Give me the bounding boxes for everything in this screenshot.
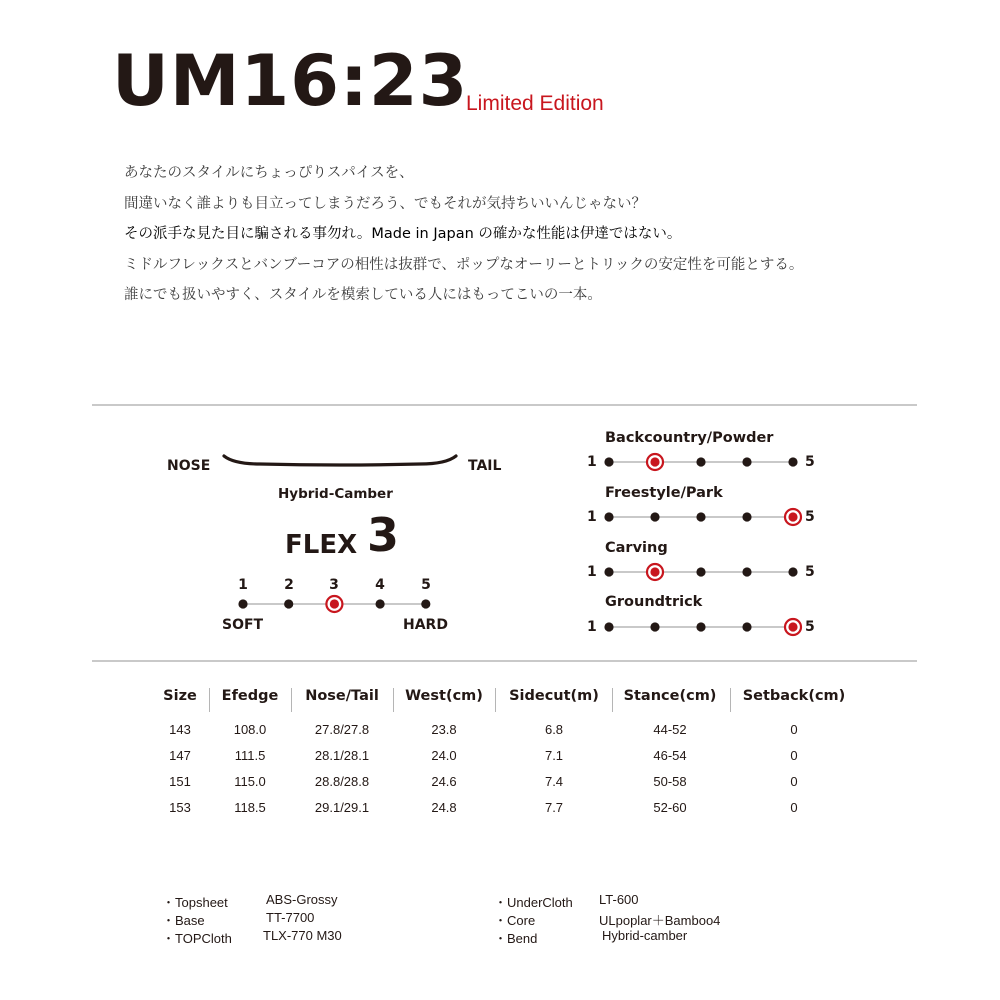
scale-dot bbox=[376, 599, 385, 608]
flex-number: 5 bbox=[421, 577, 431, 593]
description-line: 誰にでも扱いやすく、スタイルを模索している人にはもってこいの一本。 bbox=[124, 287, 602, 303]
spec-cell: 0 bbox=[790, 722, 798, 737]
material-value: ABS-Grossy bbox=[266, 892, 338, 907]
material-value: ULpoplar＋Bamboo4 bbox=[599, 913, 721, 928]
column-separator bbox=[393, 688, 394, 712]
column-separator bbox=[209, 688, 210, 712]
product-title: UM16:23 bbox=[112, 40, 469, 122]
spec-cell: 24.6 bbox=[431, 774, 457, 789]
edition-subtitle: Limited Edition bbox=[466, 92, 604, 115]
spec-cell: 0 bbox=[790, 774, 798, 789]
spec-cell: 46-54 bbox=[653, 748, 687, 763]
column-separator bbox=[612, 688, 613, 712]
spec-cell: 0 bbox=[790, 800, 798, 815]
scale-dot bbox=[238, 599, 247, 608]
spec-cell: 27.8/27.8 bbox=[314, 722, 370, 737]
scale-dot bbox=[788, 457, 797, 466]
flex-hard-label: HARD bbox=[403, 617, 448, 633]
scale-selected-dot bbox=[650, 567, 659, 576]
rating-scale-backcountry bbox=[597, 450, 803, 474]
rating-scale-groundtrick bbox=[597, 615, 803, 639]
spec-cell: 153 bbox=[169, 800, 191, 815]
spec-header: Setback(cm) bbox=[742, 688, 846, 704]
scale-selected-dot bbox=[788, 512, 797, 521]
scale-dot bbox=[742, 457, 751, 466]
scale-selected-dot bbox=[330, 599, 339, 608]
rating-name-carving: Carving bbox=[605, 540, 668, 556]
spec-cell: 23.8 bbox=[431, 722, 457, 737]
flex-soft-label: SOFT bbox=[222, 617, 264, 633]
rating-max-label: 5 bbox=[805, 619, 815, 635]
material-label: ・UnderCloth bbox=[494, 895, 573, 910]
spec-header: Size bbox=[163, 688, 197, 704]
rating-min-label: 1 bbox=[587, 564, 597, 580]
scale-dot bbox=[604, 567, 613, 576]
flex-number: 3 bbox=[329, 577, 339, 593]
camber-label: Hybrid-Camber bbox=[278, 486, 393, 502]
spec-cell: 151 bbox=[169, 774, 191, 789]
rating-name-groundtrick: Groundtrick bbox=[605, 594, 703, 610]
scale-dot bbox=[742, 622, 751, 631]
material-label: ・Bend bbox=[494, 931, 538, 946]
board-profile-icon bbox=[220, 450, 460, 472]
material-value: TLX-770 M30 bbox=[263, 928, 342, 943]
description-line: 間違いなく誰よりも目立ってしまうだろう、でもそれが気持ちいいんじゃない？ bbox=[124, 195, 646, 212]
flex-label: FLEX bbox=[285, 530, 358, 560]
divider-bottom bbox=[92, 660, 917, 662]
spec-cell: 115.0 bbox=[234, 774, 266, 789]
scale-dot bbox=[696, 567, 705, 576]
spec-cell: 118.5 bbox=[234, 800, 266, 815]
spec-header: Stance(cm) bbox=[623, 688, 717, 704]
column-separator bbox=[730, 688, 731, 712]
scale-dot bbox=[421, 599, 430, 608]
flex-number: 4 bbox=[375, 577, 385, 593]
spec-header: Sidecut(m) bbox=[509, 688, 599, 704]
spec-cell: 7.4 bbox=[544, 774, 564, 789]
scale-dot bbox=[650, 512, 659, 521]
spec-cell: 108.0 bbox=[233, 722, 267, 737]
rating-max-label: 5 bbox=[805, 454, 815, 470]
scale-dot bbox=[742, 567, 751, 576]
rating-scale-freestyle bbox=[597, 505, 803, 529]
spec-cell: 7.7 bbox=[544, 800, 564, 815]
description bbox=[124, 158, 904, 311]
spec-cell: 143 bbox=[169, 722, 191, 737]
spec-cell: 28.8/28.8 bbox=[314, 774, 370, 789]
rating-name-backcountry: Backcountry/Powder bbox=[605, 430, 774, 446]
material-value: Hybrid-camber bbox=[602, 928, 688, 943]
spec-cell: 0 bbox=[790, 748, 798, 763]
spec-cell: 52-60 bbox=[653, 800, 687, 815]
column-separator bbox=[291, 688, 292, 712]
scale-selected-dot bbox=[788, 622, 797, 631]
scale-dot bbox=[604, 457, 613, 466]
spec-cell: 28.1/28.1 bbox=[314, 748, 370, 763]
divider-top bbox=[92, 404, 917, 406]
spec-header: West(cm) bbox=[405, 688, 483, 704]
scale-dot bbox=[696, 512, 705, 521]
scale-dot bbox=[604, 622, 613, 631]
flex-number: 1 bbox=[238, 577, 248, 593]
rating-min-label: 1 bbox=[587, 619, 597, 635]
tail-label: TAIL bbox=[468, 458, 502, 474]
spec-header: Efedge bbox=[221, 688, 279, 704]
scale-dot bbox=[284, 599, 293, 608]
scale-dot bbox=[696, 457, 705, 466]
description-line: その派手な見た目に騙される事勿れ。Made in Japan の確かな性能は伊達ではない。 bbox=[124, 226, 682, 242]
rating-min-label: 1 bbox=[587, 509, 597, 525]
spec-cell: 7.1 bbox=[544, 748, 564, 763]
spec-cell: 147 bbox=[169, 748, 191, 763]
rating-min-label: 1 bbox=[587, 454, 597, 470]
scale-dot bbox=[650, 622, 659, 631]
spec-cell: 24.8 bbox=[431, 800, 457, 815]
description-line: あなたのスタイルにちょっぴりスパイスを、 bbox=[124, 165, 414, 181]
spec-cell: 29.1/29.1 bbox=[314, 800, 370, 815]
material-value: LT-600 bbox=[599, 892, 639, 907]
nose-label: NOSE bbox=[167, 458, 211, 474]
material-label: ・Base bbox=[162, 913, 205, 928]
column-separator bbox=[495, 688, 496, 712]
rating-scale-carving bbox=[597, 560, 803, 584]
spec-cell: 6.8 bbox=[544, 722, 564, 737]
description-line: ミドルフレックスとバンブーコアの相性は抜群で、ポップなオーリーとトリックの安定性を可能とする。 bbox=[124, 256, 804, 273]
rating-max-label: 5 bbox=[805, 564, 815, 580]
scale-selected-dot bbox=[650, 457, 659, 466]
spec-cell: 44-52 bbox=[653, 722, 687, 737]
flex-number: 2 bbox=[284, 577, 294, 593]
rating-name-freestyle: Freestyle/Park bbox=[605, 485, 723, 501]
material-value: TT-7700 bbox=[266, 910, 315, 925]
flex-value: 3 bbox=[367, 508, 400, 562]
material-label: ・Topsheet bbox=[162, 895, 228, 910]
flex-scale bbox=[230, 592, 440, 616]
scale-dot bbox=[742, 512, 751, 521]
scale-dot bbox=[788, 567, 797, 576]
rating-max-label: 5 bbox=[805, 509, 815, 525]
material-label: ・Core bbox=[494, 913, 536, 928]
spec-cell: 24.0 bbox=[431, 748, 457, 763]
spec-cell: 111.5 bbox=[234, 748, 266, 763]
material-label: ・TOPCloth bbox=[162, 931, 232, 946]
scale-dot bbox=[604, 512, 613, 521]
spec-header: Nose/Tail bbox=[305, 688, 379, 704]
spec-cell: 50-58 bbox=[653, 774, 687, 789]
scale-dot bbox=[696, 622, 705, 631]
